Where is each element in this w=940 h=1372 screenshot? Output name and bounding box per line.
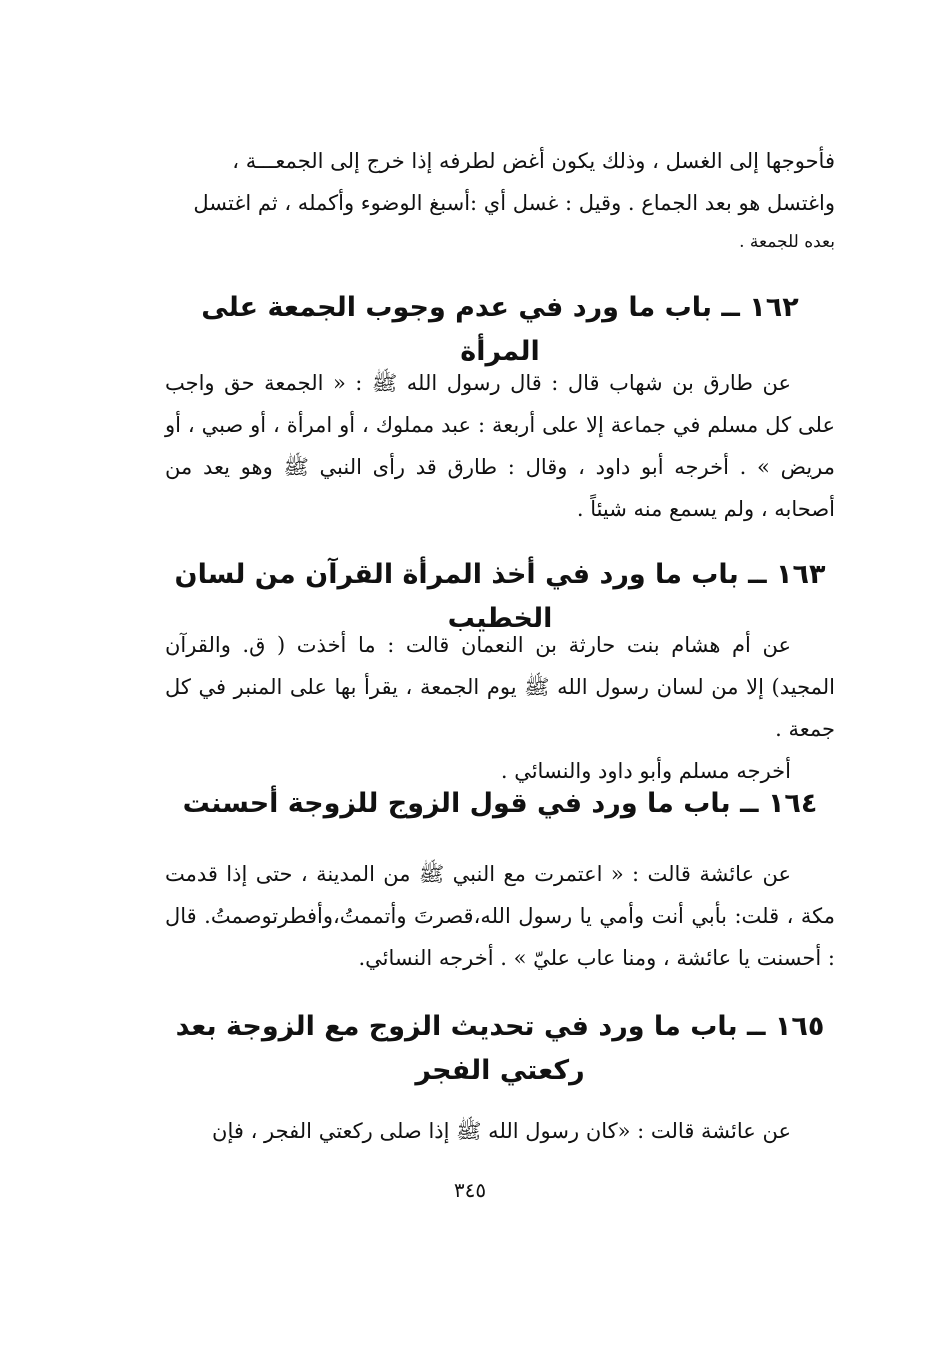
section-paragraph: عن عائشة قالت : « اعتمرت مع النبي ﷺ من المدينة ، حتى إذا قدمت مكة ، قلت: بأبي أنت وأمي يا رسول الله،قصرتَ وأتممتُ،وأفطرتوصمتُ. قال : أحسنت يا عائشة ، ومنا عاب عليّ » . أخرجه النسائي. [165,862,835,970]
section-source-note: أخرجه مسلم وأبو داود والنسائي . [500,759,791,783]
section-162 [165,286,835,374]
section-heading: ١٦٣ ــ باب ما ورد في أخذ المرأة القرآن من لسان الخطيب [174,559,826,634]
section-heading: ١٦٤ ــ باب ما ورد في قول الزوج للزوجة أحسنت [182,788,818,819]
section-164 [165,782,835,826]
section-heading: ١٦٥ ــ باب ما ورد في تحديث الزوج مع الزوجة بعد ركعتي الفجر [175,1011,825,1086]
intro-line-2: واغتسل هو بعد الجماع . وقيل : غسل أي :أسبغ الوضوء وأكمله ، ثم اغتسل [193,191,835,215]
intro-line-1: فأحوجها إلى الغسل ، وذلك يكون أغض لطرفه إذا خرج إلى الجمعـــة ، [232,149,835,173]
section-paragraph: عن عائشة قالت : «كان رسول الله ﷺ إذا صلى ركعتي الفجر ، فإن [212,1119,791,1143]
section-165 [165,1005,835,1093]
page-number: ٣٤٥ [453,1178,487,1202]
section-164-body [165,853,835,979]
section-heading: ١٦٢ ــ باب ما ورد في عدم وجوب الجمعة على المرأة [201,292,799,367]
section-163-body [165,624,835,792]
intro-line-3: بعده للجمعة . [739,232,835,252]
intro-paragraph [165,140,835,260]
section-165-body [165,1110,835,1152]
section-162-body [165,362,835,530]
section-paragraph: عن أم هشام بنت حارثة بن النعمان قالت : ما أخذت ( ق. والقرآن المجيد) إلا من لسان رسول الله ﷺ يوم الجمعة ، يقرأ بها على المنبر في كل جمعة . [165,633,835,741]
section-paragraph: عن طارق بن شهاب قال : قال رسول الله ﷺ : « الجمعة حق واجب على كل مسلم في جماعة إلا على أربعة : عبد مملوك ، أو امرأة ، أو صبي ، أو مريض » . أخرجه أبو داود ، وقال : طارق قد رأى النبي ﷺ وهو يعد من أصحابه ، ولم يسمع منه شيئاً . [165,371,835,521]
